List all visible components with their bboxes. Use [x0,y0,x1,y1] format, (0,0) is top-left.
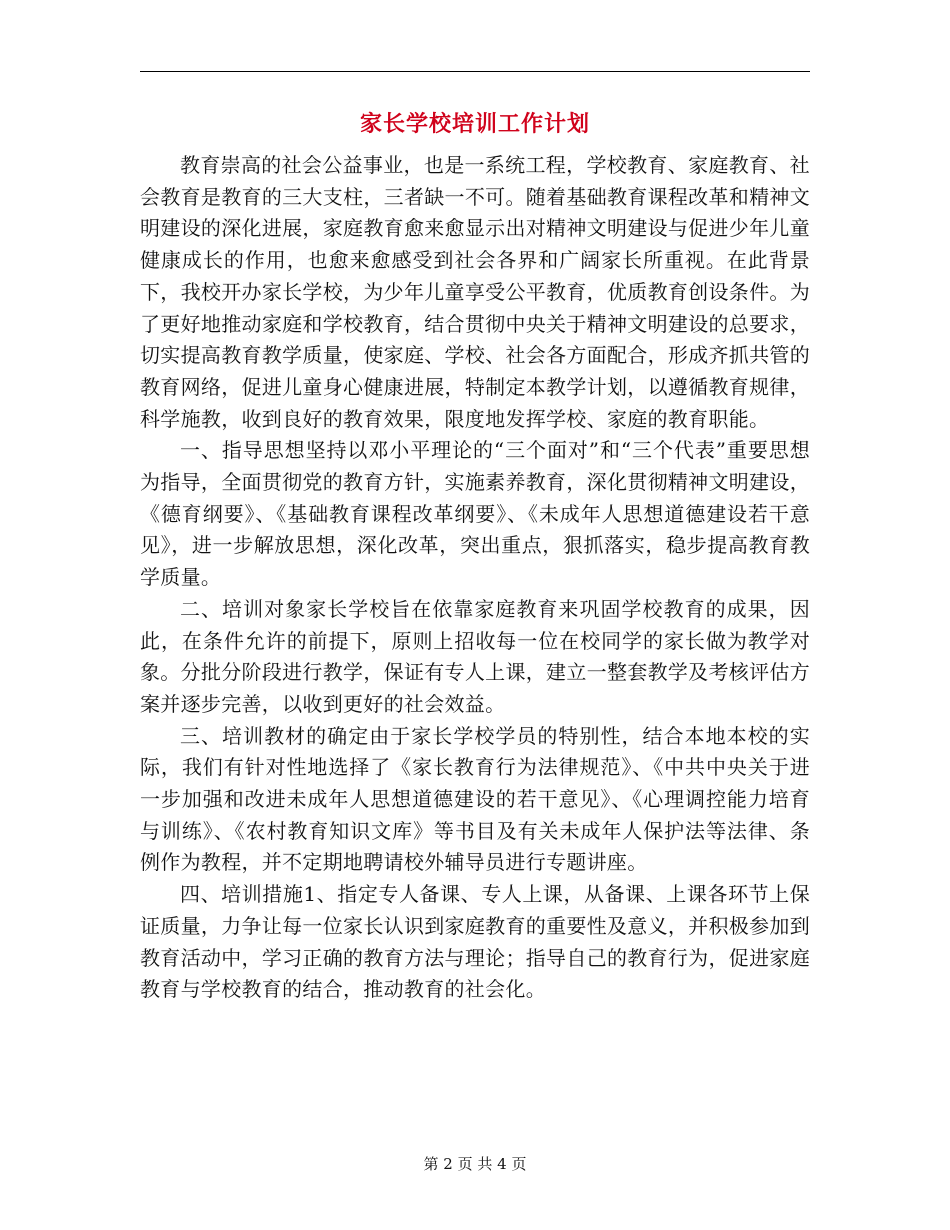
paragraph-guiding-ideology: 一、指导思想坚持以邓小平理论的“三个面对”和“三个代表”重要思想为指导，全面贯彻党的教育方针，实施素养教育，深化贯彻精神文明建设，《德育纲要》、《基础教育课程改革纲要》、《未成年人思想道德建设若干意见》，进一步解放思想，深化改革，突出重点，狠抓落实，稳步提高教育教学质量。 [140,438,810,590]
paragraph-training-materials: 三、培训教材的确定由于家长学校学员的特别性，结合本地本校的实际，我们有针对性地选择了《家长教育行为法律规范》、《中共中央关于进一步加强和改进未成年人思想道德建设的若干意见》、《心理调控能力培育与训练》、《农村教育知识文库》等书目及有关未成年人保护法等法律、条例作为教程，并不定期地聘请校外辅导员进行专题讲座。 [140,723,810,875]
paragraph-training-measures: 四、培训措施1、指定专人备课、专人上课，从备课、上课各环节上保证质量，力争让每一位家长认识到家庭教育的重要性及意义，并积极参加到教育活动中，学习正确的教育方法与理论；指导自己的教育行为，促进家庭教育与学校教育的结合，推动教育的社会化。 [140,882,810,1002]
paragraph-training-targets: 二、培训对象家长学校旨在依靠家庭教育来巩固学校教育的成果，因此，在条件允许的前提下，原则上招收每一位在校同学的家长做为教学对象。分批分阶段进行教学，保证有专人上课，建立一整套教学及考核评估方案并逐步完善，以收到更好的社会效益。 [140,596,810,716]
paragraph-intro: 教育崇高的社会公益事业，也是一系统工程，学校教育、家庭教育、社会教育是教育的三大支柱，三者缺一不可。随着基础教育课程改革和精神文明建设的深化进展，家庭教育愈来愈显示出对精神文明建设与促进少年儿童健康成长的作用，也愈来愈感受到社会各界和广阔家长所重视。在此背景下，我校开办家长学校，为少年儿童享受公平教育，优质教育创设条件。为了更好地推动家庭和学校教育，结合贯彻中央关于精神文明建设的总要求，切实提高教育教学质量，使家庭、学校、社会各方面配合，形成齐抓共管的教育网络，促进儿童身心健康进展，特制定本教学计划，以遵循教育规律，科学施教，收到良好的教育效果，限度地发挥学校、家庭的教育职能。 [140,153,810,431]
page-number: 第 2 页 共 4 页 [423,1155,527,1173]
document-body [140,150,810,1006]
document-title: 家长学校培训工作计划 [359,111,590,137]
header-rule [140,71,810,72]
